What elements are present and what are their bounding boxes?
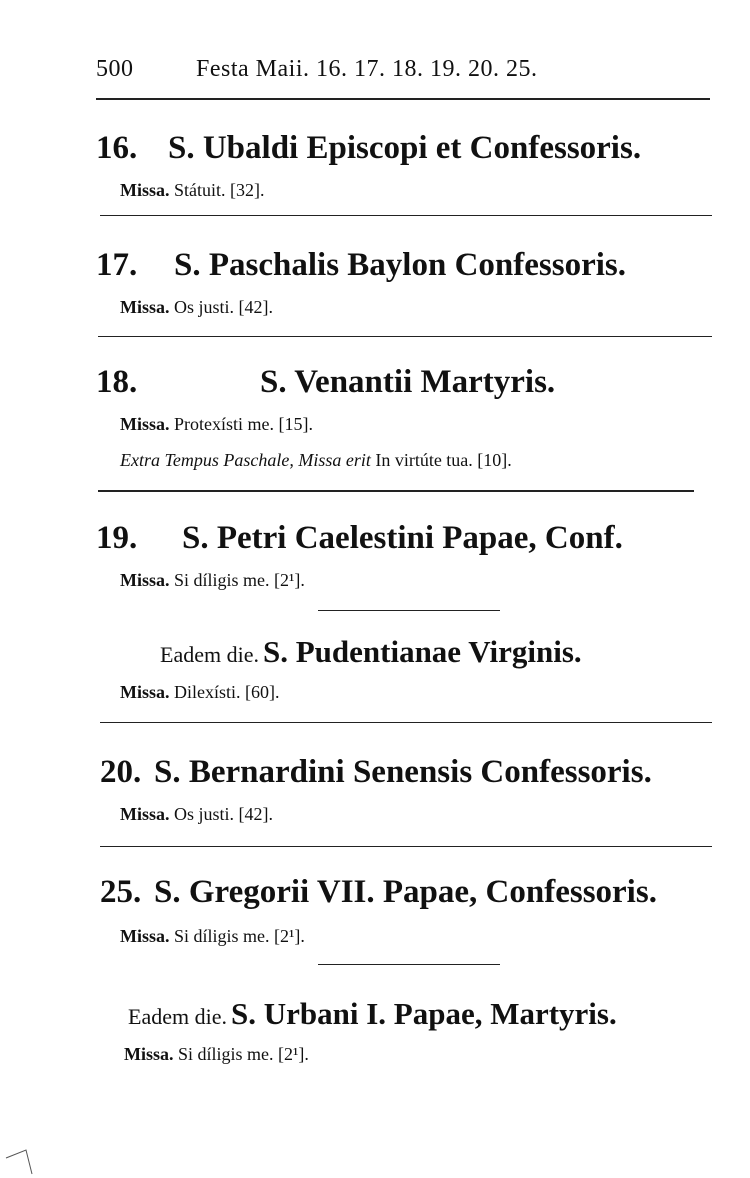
missa-label: Missa. <box>120 926 170 946</box>
entry-divider <box>100 846 712 847</box>
entry-number: 16. <box>96 130 138 166</box>
running-head <box>96 56 538 83</box>
entry-divider <box>98 490 694 492</box>
entry-16-missa <box>120 180 265 201</box>
entry-18-title <box>96 364 555 401</box>
entry-saint: S. Paschalis Baylon Confessoris. <box>174 247 626 283</box>
entry-saint: S. Bernardini Senensis Confessoris. <box>154 754 652 790</box>
entry-25-eadem-missa <box>124 1044 309 1065</box>
missa-label: Missa. <box>120 682 170 702</box>
running-title: Festa Maii. 16. 17. 18. 19. 20. 25. <box>196 56 538 82</box>
entry-19-eadem-missa <box>120 682 280 703</box>
missa-text: Os justi. [42]. <box>174 297 273 317</box>
short-divider <box>318 610 500 611</box>
entry-saint: S. Venantii Martyris. <box>260 364 556 400</box>
missa-label: Missa. <box>120 414 170 434</box>
short-divider <box>318 964 500 965</box>
corner-mark-icon <box>4 1146 44 1178</box>
entry-divider <box>100 215 712 216</box>
entry-16-title <box>96 130 641 167</box>
entry-number: 18. <box>96 364 138 400</box>
eadem-saint: S. Urbani I. Papae, Martyris. <box>230 996 617 1031</box>
missa-text: Dilexísti. [60]. <box>174 682 280 702</box>
missa-label: Missa. <box>124 1044 174 1064</box>
missa-text: Státuit. [32]. <box>174 180 265 200</box>
entry-20-title <box>100 754 652 791</box>
entry-17-missa <box>120 297 273 318</box>
eadem-label: Eadem die. <box>128 1004 227 1029</box>
entry-17-title <box>96 247 626 284</box>
missa-text: Os justi. [42]. <box>174 804 273 824</box>
missa-label: Missa. <box>120 570 170 590</box>
entry-18-missa <box>120 414 313 435</box>
entry-divider <box>100 722 712 723</box>
entry-number: 19. <box>96 520 138 556</box>
entry-number: 20. <box>100 754 142 790</box>
entry-divider <box>98 336 712 337</box>
entry-saint: S. Petri Caelestini Papae, Conf. <box>182 520 623 556</box>
eadem-saint: S. Pudentianae Virginis. <box>262 634 582 669</box>
missa-text: Si díligis me. [2¹]. <box>178 1044 309 1064</box>
entry-19-eadem <box>160 634 582 670</box>
header-rule <box>96 98 710 100</box>
missa-text: Protexísti me. [15]. <box>174 414 313 434</box>
page-number: 500 <box>96 56 134 82</box>
entry-18-extra <box>120 450 512 471</box>
entry-19-missa <box>120 570 305 591</box>
entry-25-eadem <box>128 996 617 1032</box>
missa-label: Missa. <box>120 180 170 200</box>
missa-text: Si díligis me. [2¹]. <box>174 570 305 590</box>
entry-saint: S. Gregorii VII. Papae, Confessoris. <box>154 874 657 910</box>
entry-19-title <box>96 520 623 557</box>
extra-text: In virtúte tua. [10]. <box>375 450 512 470</box>
entry-number: 25. <box>100 874 142 910</box>
entry-25-missa <box>120 926 305 947</box>
extra-italic: Extra Tempus Paschale, Missa erit <box>120 450 371 470</box>
entry-saint: S. Ubaldi Episcopi et Confessoris. <box>168 130 642 166</box>
entry-20-missa <box>120 804 273 825</box>
missa-label: Missa. <box>120 297 170 317</box>
missa-text: Si díligis me. [2¹]. <box>174 926 305 946</box>
entry-25-title <box>100 874 657 911</box>
missa-label: Missa. <box>120 804 170 824</box>
entry-number: 17. <box>96 247 138 283</box>
eadem-label: Eadem die. <box>160 642 259 667</box>
